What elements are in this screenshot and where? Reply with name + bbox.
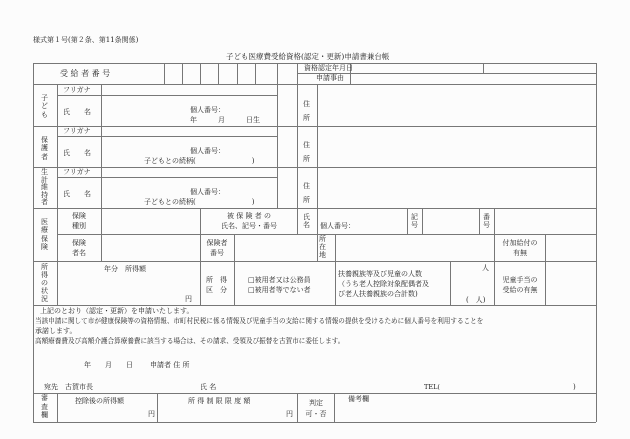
addressee: 宛先 古賀市長 [44, 383, 93, 391]
recipient-number-label: 受 給 者 番 号 [60, 69, 111, 78]
cert-date-field-2[interactable] [484, 64, 595, 73]
form-number: 様式第１号(第２条、第11条関係) [33, 36, 139, 44]
insured-my-number-label: 個人番号： [320, 222, 355, 230]
review-section-label: 審査欄 [41, 394, 48, 419]
supporter-relation-label: 子どもとの続柄( ) [144, 198, 255, 206]
reason-field[interactable] [351, 74, 595, 83]
insurer-number-label-2: 番号 [210, 249, 224, 257]
child-birth-label: 年 月 日生 [190, 116, 260, 124]
insured-name-label: 氏名 [303, 213, 310, 230]
tel-close: ) [573, 383, 576, 391]
child-my-number-label: 個人番号： [190, 106, 225, 114]
insurance-type-label-2: 種別 [72, 222, 86, 230]
declaration-line-4: 高額療養費及び高額介護合算療養費に該当する場合は、その請求、受領及び振替を古賀市に委任します。 [35, 337, 345, 345]
additional-benefit-field[interactable] [546, 235, 595, 261]
supporter-name-label: 氏 名 [63, 190, 91, 198]
insurance-section-label: 医療保険 [41, 218, 48, 252]
location-label: 所在地 [319, 235, 326, 259]
reason-label: 申請事由 [316, 74, 344, 82]
judgement-label: 判定 [309, 399, 323, 407]
child-furigana-field[interactable] [102, 85, 276, 95]
persons-paren: ( 人) [466, 296, 486, 304]
additional-benefit-label-2: 有無 [513, 249, 527, 257]
insurer-name-field[interactable] [102, 235, 199, 261]
location-field[interactable] [336, 235, 493, 261]
dependents-label-3: び老人扶養親族の合計数) [338, 290, 418, 298]
form-title: 子ども医療費受給資格(認定・更新)申請書兼台帳 [226, 52, 390, 61]
guardian-furigana-label: フリガナ [63, 127, 91, 135]
declaration-line-1: 上記のとおり（認定・更新）を申請いたします。 [40, 307, 194, 315]
cert-date-label: 資格認定年月日 [304, 64, 353, 72]
child-address-label: 住所 [303, 100, 310, 122]
year-income-label: 年分 所得額 [104, 265, 146, 273]
judgement-options[interactable]: 可・否 [305, 410, 327, 418]
limit-yen: 円 [286, 410, 293, 418]
applicant-name-label: 氏 名 [200, 383, 217, 391]
applicant-address-label: 申請者 住 所 [150, 361, 190, 369]
after-deduction-label: 控除後の所得額 [75, 397, 124, 405]
child-allowance-label-1: 児童手当の [502, 276, 538, 284]
guardian-name-label: 氏 名 [63, 149, 91, 157]
insurance-type-label-1: 保険 [72, 212, 86, 220]
number-label: 番号 [483, 213, 490, 230]
supporter-section-label: 生計維持者 [41, 168, 48, 207]
child-allowance-label-2: 受給の有無 [502, 286, 538, 294]
insurer-number-field[interactable] [236, 235, 316, 261]
insurer-name-label-1: 保険 [72, 239, 86, 247]
supporter-furigana-label: フリガナ [63, 168, 91, 176]
child-name-label: 氏 名 [63, 108, 91, 116]
recipient-number-boxes[interactable] [165, 64, 276, 83]
option-non-employee[interactable]: □被用者等でない者 [248, 286, 311, 294]
guardian-section-label: 保護者 [41, 136, 48, 161]
date-label: 年 月 日 [84, 361, 133, 369]
supporter-furigana-field[interactable] [102, 168, 276, 177]
guardian-address-label: 住所 [303, 141, 310, 163]
supporter-address-label: 住所 [303, 182, 310, 204]
supporter-my-number-label: 個人番号： [190, 188, 225, 196]
symbol-label: 記号 [411, 213, 418, 230]
tel-label: TEL( [424, 383, 440, 391]
guardian-address-field[interactable] [318, 127, 595, 167]
insured-label-2: 氏名、記号・番号 [221, 222, 277, 230]
child-address-field[interactable] [318, 85, 595, 126]
income-yen: 円 [185, 295, 192, 303]
income-section-label: 所得の状況 [41, 263, 48, 303]
income-limit-label: 所 得 制 限 限 度 額 [188, 397, 251, 405]
income-category-label-2: 区 分 [206, 286, 227, 294]
insurer-name-label-2: 者名 [72, 249, 86, 257]
insured-label-1: 被 保 険 者 の [227, 212, 271, 220]
child-allowance-field[interactable] [546, 262, 595, 305]
supporter-address-field[interactable] [318, 168, 595, 208]
additional-benefit-label-1: 付加給付の [502, 239, 538, 247]
child-furigana-label: フリガナ [63, 86, 91, 94]
option-employee[interactable]: □被用者又は公務員 [248, 276, 311, 284]
dependents-label-2: （うち老人控除対象配偶者及 [338, 280, 429, 288]
insurance-type-field[interactable] [102, 209, 199, 234]
remarks-label: 備考欄 [348, 395, 369, 403]
guardian-furigana-field[interactable] [102, 127, 276, 136]
persons-unit: 人 [482, 264, 489, 272]
declaration-line-3: 承諾します。 [35, 327, 77, 335]
insurer-number-label-1: 保険者 [206, 239, 228, 247]
child-section-label: 子ども [41, 94, 48, 119]
income-category-label-1: 所 得 [206, 276, 227, 284]
after-deduction-yen: 円 [148, 410, 155, 418]
guardian-my-number-label: 個人番号： [190, 147, 225, 155]
guardian-relation-label: 子どもとの続柄( ) [144, 157, 255, 165]
declaration-line-2: 当該申請に関して市が健康保険等の資格情報、市町村民税に係る情報及び児童手当の支給に関する情報の提供を受けるために個人番号を利用することを [35, 317, 484, 325]
cert-date-field[interactable] [351, 64, 482, 73]
dependents-label-1: 扶養親族等及び児童の人数 [338, 270, 422, 278]
